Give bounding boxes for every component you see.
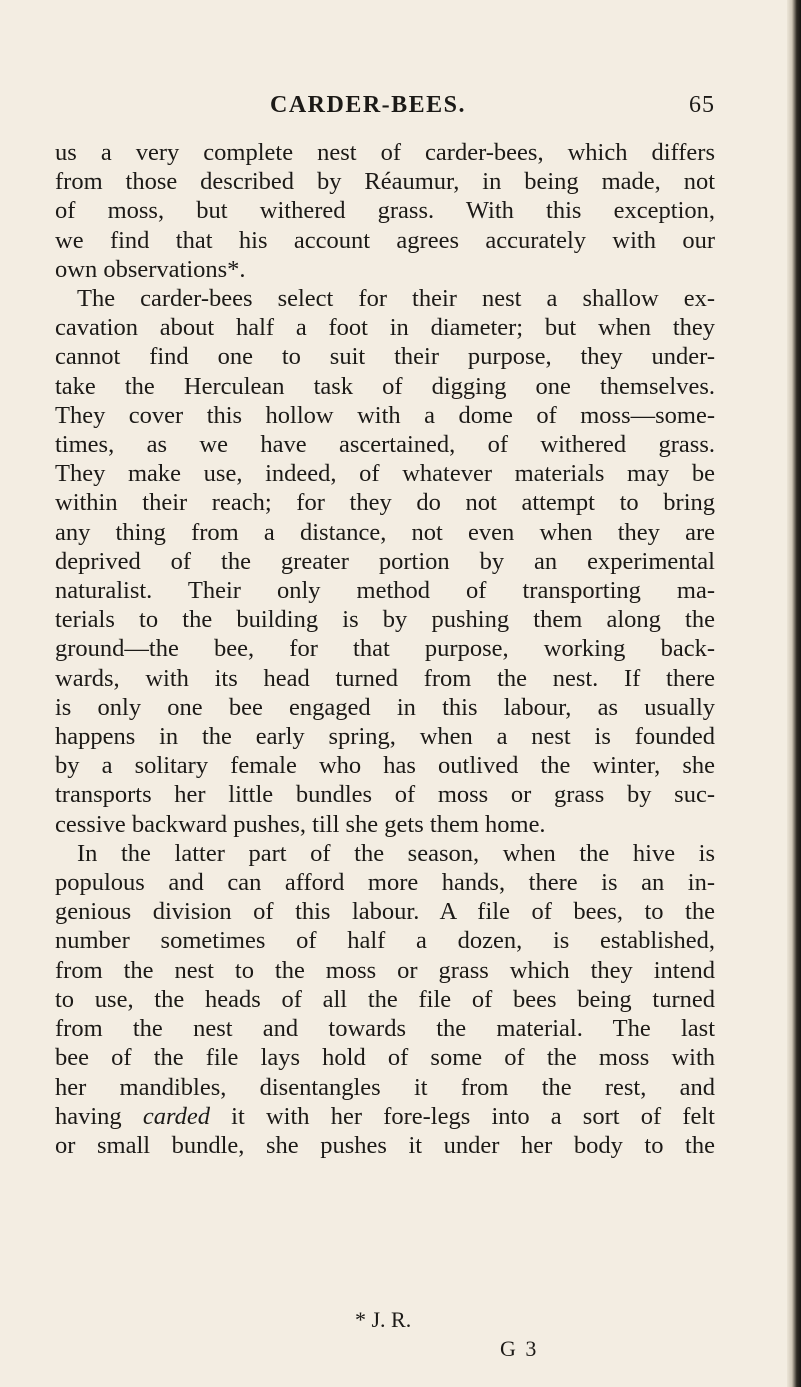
text-line: They cover this hollow with a dome of moss—some- <box>55 401 715 429</box>
text-line: we find that his account agrees accurately with our <box>55 226 715 254</box>
text-line: happens in the early spring, when a nest is founded <box>55 723 715 751</box>
text-fragment: it with her fore-legs into a sort of felt <box>210 1102 715 1130</box>
text-line: or small bundle, she pushes it under her body to the <box>55 1131 715 1159</box>
running-title: CARDER-BEES. <box>270 92 467 118</box>
page-number: 65 <box>689 92 715 118</box>
text-line: wards, with its head turned from the nest. If there <box>55 664 715 692</box>
text-line: genious division of this labour. A file of bees, to the <box>55 898 715 926</box>
text-line: of moss, but withered grass. With this exception, <box>55 197 715 225</box>
text-line: within their reach; for they do not attempt to bring <box>55 489 715 517</box>
text-line: from the nest and towards the material. The last <box>55 1015 715 1043</box>
text-line: The carder-bees select for their nest a shallow ex- <box>77 285 715 313</box>
text-line: cessive backward pushes, till she gets them home. <box>55 810 546 838</box>
text-line: terials to the building is by pushing them along the <box>55 606 715 634</box>
text-line: In the latter part of the season, when the hive is <box>77 839 715 867</box>
text-line: populous and can afford more hands, there is an in- <box>55 869 715 897</box>
text-line: cavation about half a foot in diameter; but when they <box>55 314 715 342</box>
text-line: transports her little bundles of moss or grass by suc- <box>55 781 715 809</box>
text-line: ground—the bee, for that purpose, working back- <box>55 635 715 663</box>
text-line: times, as we have ascertained, of withered grass. <box>55 431 715 459</box>
text-line: number sometimes of half a dozen, is established, <box>55 927 715 955</box>
text-line: her mandibles, disentangles it from the rest, and <box>55 1073 715 1101</box>
text-line: is only one bee engaged in this labour, as usually <box>55 693 715 721</box>
signature-mark: G 3 <box>500 1336 539 1361</box>
text-line: from the nest to the moss or grass which they intend <box>55 956 715 984</box>
text-line: They make use, indeed, of whatever materials may be <box>55 460 715 488</box>
text-line: take the Herculean task of digging one themselves. <box>55 372 715 400</box>
text-line: any thing from a distance, not even when they are <box>55 518 715 546</box>
text-line <box>55 1102 715 1131</box>
page-header <box>270 92 715 124</box>
text-line: cannot find one to suit their purpose, they under- <box>55 343 715 371</box>
text-line: own observations*. <box>55 255 246 283</box>
text-line: deprived of the greater portion by an experimental <box>55 547 715 575</box>
text-line: naturalist. Their only method of transporting ma- <box>55 577 715 605</box>
text-line: by a solitary female who has outlived the winter, she <box>55 752 715 780</box>
footnote: * J. R. <box>355 1307 412 1332</box>
text-line: to use, the heads of all the file of bees being turned <box>55 985 715 1013</box>
text-line: us a very complete nest of carder-bees, which differs <box>55 139 715 166</box>
text-fragment: having <box>55 1102 143 1130</box>
italic-word: carded <box>142 1102 210 1130</box>
page-edge-shadow <box>787 0 801 1387</box>
text-line: from those described by Réaumur, in being made, not <box>55 168 715 196</box>
text-line: bee of the file lays hold of some of the moss with <box>55 1044 715 1072</box>
body-text <box>55 138 715 1160</box>
